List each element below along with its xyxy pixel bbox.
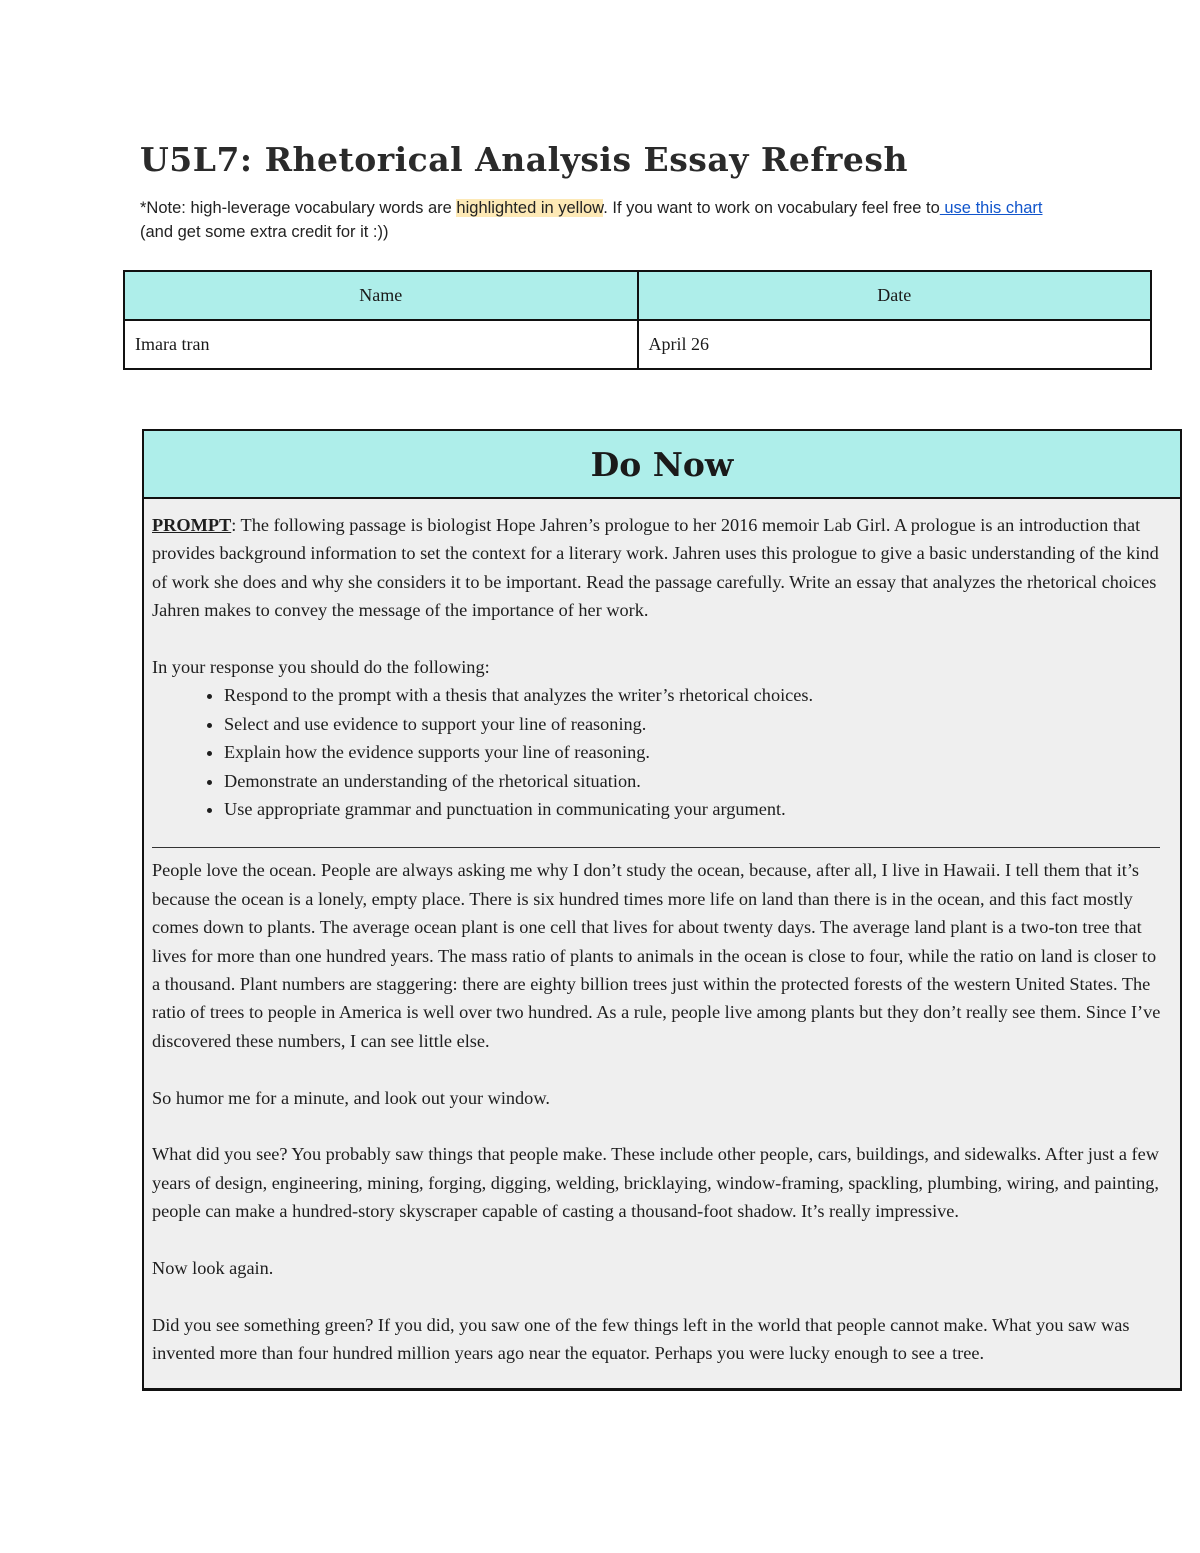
requirement-item: • Use appropriate grammar and punctuation in communicating your argument. [224,795,1168,823]
vocabulary-chart-link[interactable]: use this chart [939,199,1043,217]
passage-paragraph: What did you see? You probably saw things that people make. These include other people, cars, buildings, and sidewalks. After just a few years of design, engineering, mining, forging, digging, welding, bricklaying, window-framing, spackling, plumbing, wiring, and painting, people can make a hundred-story skyscraper capable of casting a thousand-foot shadow. It’s really impressive. [152,1144,1159,1222]
note-suffix: (and get some extra credit for it :)) [140,223,389,241]
requirement-item: • Respond to the prompt with a thesis that analyzes the writer’s rhetorical choices. [224,681,1168,709]
note-prefix: *Note: high-leverage vocabulary words are [140,199,457,217]
passage-paragraph: Did you see something green? If you did, you saw one of the few things left in the world that people cannot make. What you saw was invented more than four hundred million years ago near the equator. Perhaps you were lucky enough to see a tree. [152,1314,1130,1364]
name-header: Name [124,271,638,320]
prompt-label: PROMPT [152,515,232,535]
name-value[interactable]: Imara tran [124,320,638,369]
date-header: Date [638,271,1152,320]
passage-paragraph: Now look again. [152,1258,274,1279]
do-now-title: Do Now [144,431,1180,499]
note-middle: . If you want to work on vocabulary feel free to [603,199,940,217]
prompt-paragraph [152,511,1168,625]
date-value[interactable]: April 26 [638,320,1152,369]
requirements-list [152,681,1168,823]
requirement-item: • Select and use evidence to support your line of reasoning. [224,710,1168,738]
requirement-item: • Explain how the evidence supports your line of reasoning. [224,738,1168,766]
prompt-text: : The following passage is biologist Hope Jahren’s prologue to her 2016 memoir Lab Girl. A prologue is an introduction that provides background information to set the context for a literary work. Jahren uses this prologue to give a basic understanding of the kind of work she does and why she considers it to be important. Read the passage carefully. Write an essay that analyzes the rhetorical choices Jahren makes to convey the message of the importance of her work. [152,515,1159,621]
passage-paragraph: People love the ocean. People are always asking me why I don’t study the ocean, because, after all, I live in Hawaii. I tell them that it’s because the ocean is a lonely, empty place. There is six hundred times more life on land than there is in the ocean, and this fact mostly comes down to plants. The average ocean plant is one cell that lives for about twenty days. The average land plant is a two-ton tree that lives for more than one hundred years. The mass ratio of plants to animals in the ocean is close to four, while the ratio on land is closer to a thousand. Plant numbers are staggering: there are eighty billion trees just within the protected forests of the western United States. The ratio of trees to people in America is well over two hundred. As a rule, people live among plants but they don’t really see them. Since I’ve discovered these numbers, I can see little else. [152,860,1161,1051]
page-title: U5L7: Rhetorical Analysis Essay Refresh [140,140,908,179]
requirement-item: • Demonstrate an understanding of the rhetorical situation. [224,767,1168,795]
vocabulary-note [140,196,1050,244]
info-value-row [124,320,1151,369]
highlight-sample: highlighted in yellow [456,199,604,217]
instructions-intro: In your response you should do the following: [152,657,490,678]
do-now-box [142,429,1182,1391]
passage-paragraph: So humor me for a minute, and look out your window. [152,1087,550,1108]
student-info-table [123,270,1152,370]
info-header-row [124,271,1151,320]
section-divider [152,847,1160,848]
do-now-body [144,499,1180,1368]
